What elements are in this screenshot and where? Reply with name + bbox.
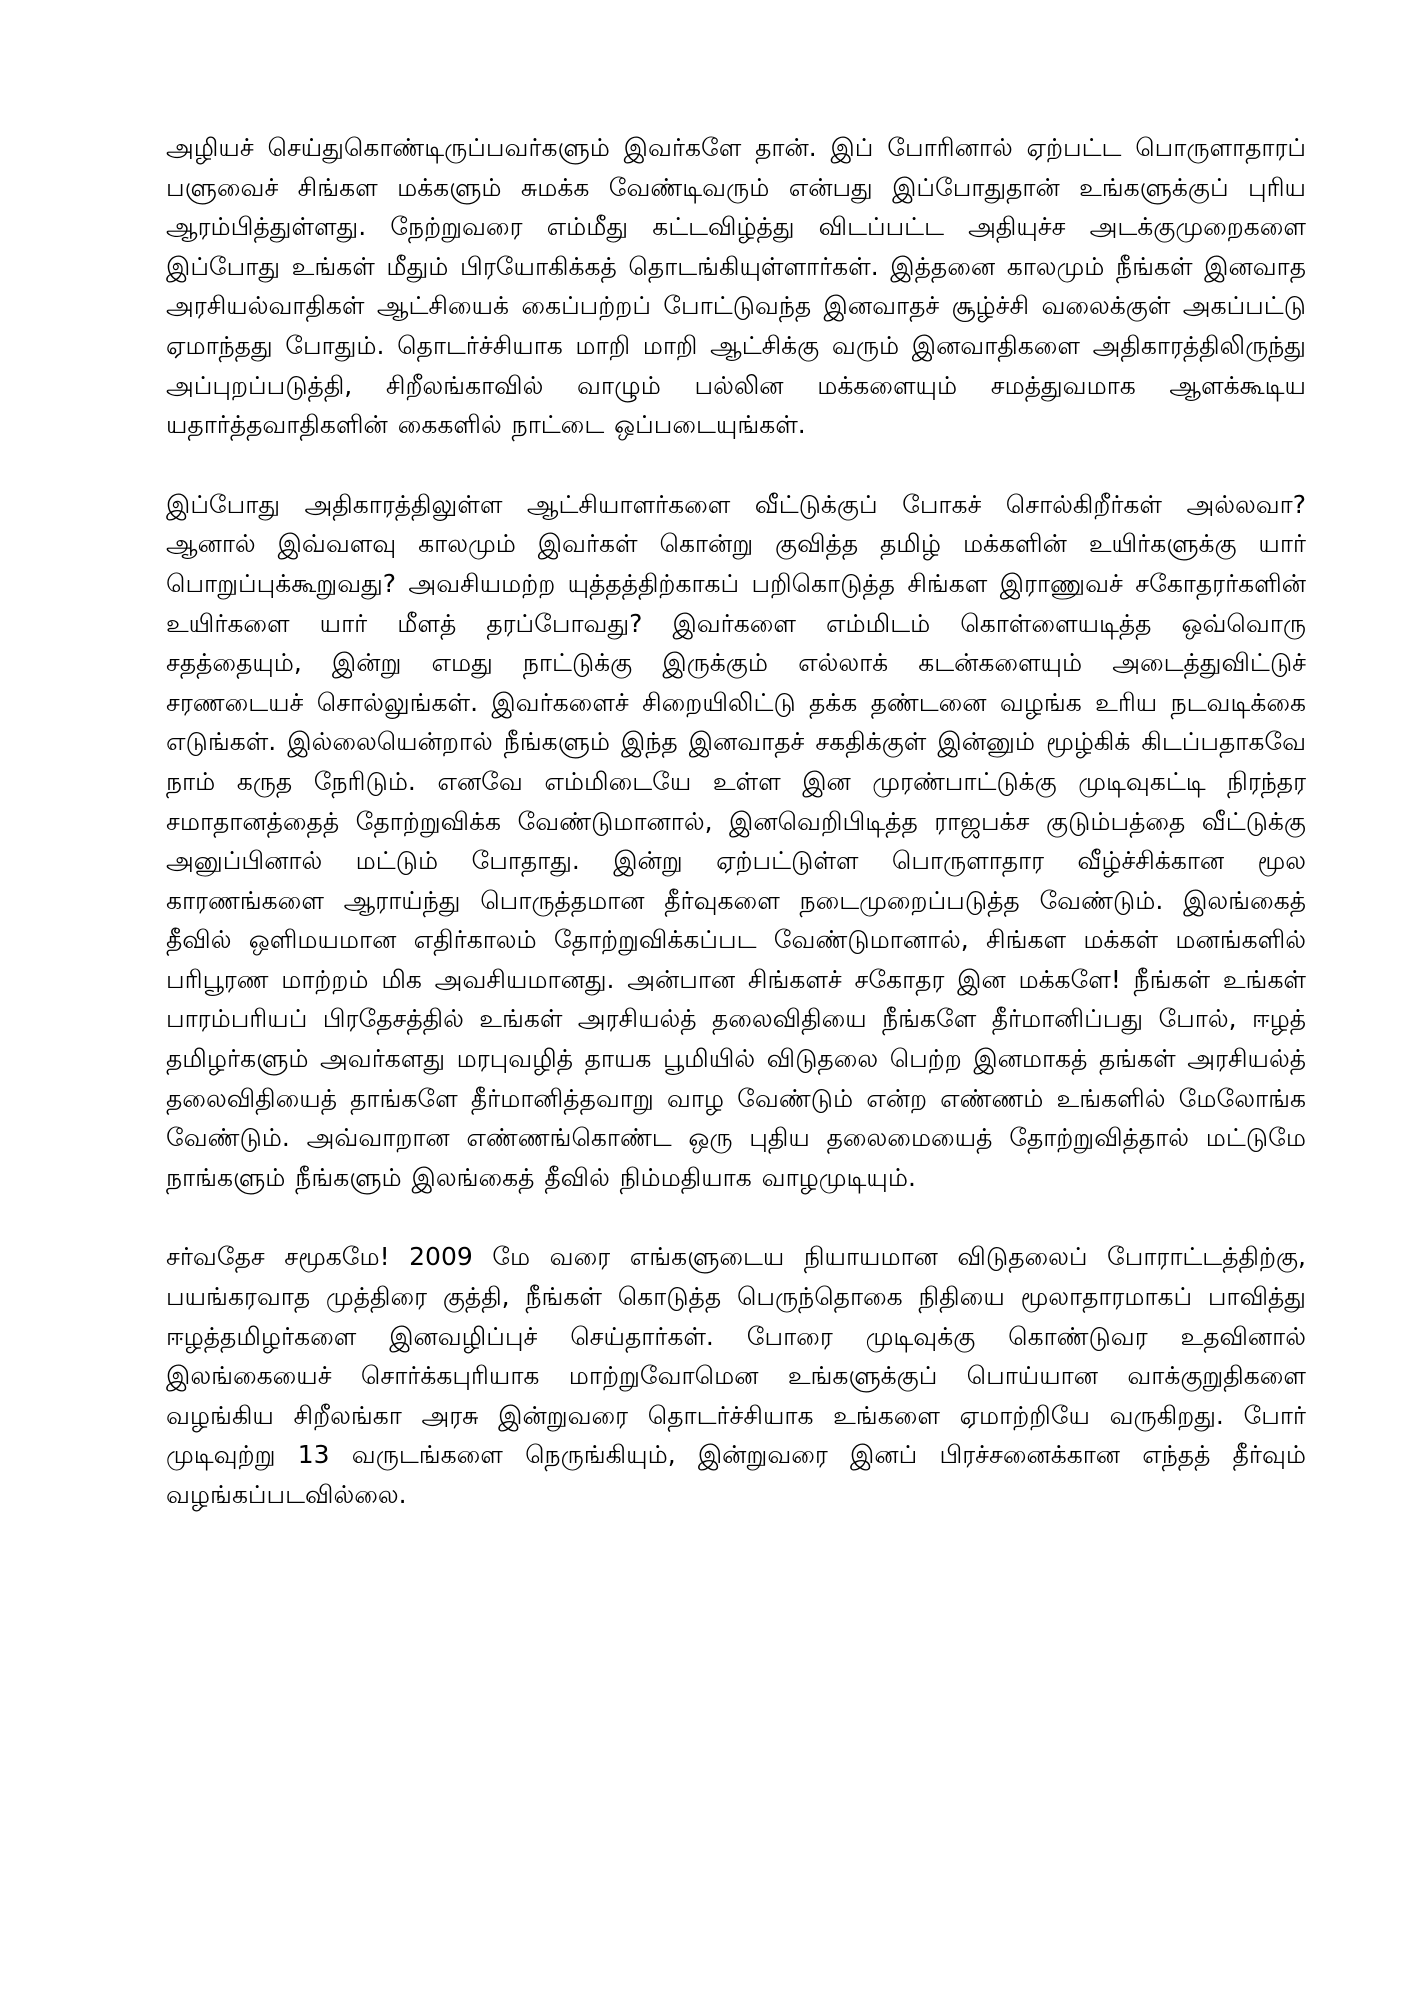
body-text (166, 128, 1306, 1515)
paragraph-2: இப்போது அதிகாரத்திலுள்ள ஆட்சியாளர்களை வீட்டுக்குப் போகச் சொல்கிறீர்கள் அல்லவா? ஆனால் இவ்வளவு காலமும் இவர்கள் கொன்று குவித்த தமிழ் மக்களின் உயிர்களுக்கு யார் பொறுப்புக்கூறுவது? அவசியமற்ற யுத்தத்திற்காகப் பறிகொடுத்த சிங்கள இராணுவச் சகோதரர்களின் உயிர்களை யார் மீளத் தரப்போவது? இவர்களை எம்மிடம் கொள்ளையடித்த ஒவ்வொரு சதத்தையும், இன்று எமது நாட்டுக்கு இருக்கும் எல்லாக் கடன்களையும் அடைத்துவிட்டுச் சரணடையச் சொல்லுங்கள். இவர்களைச் சிறையிலிட்டு தக்க தண்டனை வழங்க உரிய நடவடிக்கை எடுங்கள். இல்லையென்றால் நீங்களும் இந்த இனவாதச் சகதிக்குள் இன்னும் மூழ்கிக் கிடப்பதாகவே நாம் கருத நேரிடும். எனவே எம்மிடையே உள்ள இன முரண்பாட்டுக்கு முடிவுகட்டி நிரந்தர சமாதானத்தைத் தோற்றுவிக்க வேண்டுமானால், இனவெறிபிடித்த ராஜபக்ச குடும்பத்தை வீட்டுக்கு அனுப்பினால் மட்டும் போதாது. இன்று ஏற்பட்டுள்ள பொருளாதார வீழ்ச்சிக்கான மூல காரணங்களை ஆராய்ந்து பொருத்தமான தீர்வுகளை நடைமுறைப்படுத்த வேண்டும். இலங்கைத் தீவில் ஒளிமயமான எதிர்காலம் தோற்றுவிக்கப்பட வேண்டுமானால், சிங்கள மக்கள் மனங்களில் பரிபூரண மாற்றம் மிக அவசியமானது. அன்பான சிங்களச் சகோதர இன மக்களே! நீங்கள் உங்கள் பாரம்பரியப் பிரதேசத்தில் உங்கள் அரசியல்த் தலைவிதியை நீங்களே தீர்மானிப்பது போல், ஈழத் தமிழர்களும் அவர்களது மரபுவழித் தாயக பூமியில் விடுதலை பெற்ற இனமாகத் தங்கள் அரசியல்த் தலைவிதியைத் தாங்களே தீர்மானித்தவாறு வாழ வேண்டும் என்ற எண்ணம் உங்களில் மேலோங்க வேண்டும். அவ்வாறான எண்ணங்கொண்ட ஒரு புதிய தலைமையைத் தோற்றுவித்தால் மட்டுமே நாங்களும் நீங்களும் இலங்கைத் தீவில் நிம்மதியாக வாழமுடியும். (166, 489, 1306, 1192)
paragraph-3: சர்வதேச சமூகமே! 2009 மே வரை எங்களுடைய நியாயமான விடுதலைப் போராட்டத்திற்கு, பயங்கரவாத முத்திரை குத்தி, நீங்கள் கொடுத்த பெருந்தொகை நிதியை மூலாதாரமாகப் பாவித்து ஈழத்தமிழர்களை இனவழிப்புச் செய்தார்கள். போரை முடிவுக்கு கொண்டுவர உதவினால் இலங்கையைச் சொர்க்கபுரியாக மாற்றுவோமென உங்களுக்குப் பொய்யான வாக்குறுதிகளை வழங்கிய சிறீலங்கா அரசு இன்றுவரை தொடர்ச்சியாக உங்களை ஏமாற்றியே வருகிறது. போர் முடிவுற்று 13 வருடங்களை நெருங்கியும், இன்றுவரை இனப் பிரச்சனைக்கான எந்தத் தீர்வும் வழங்கப்படவில்லை. (166, 1242, 1306, 1509)
paragraph-1: அழியச் செய்துகொண்டிருப்பவர்களும் இவர்களே தான். இப் போரினால் ஏற்பட்ட பொருளாதாரப் பளுவைச் சிங்கள மக்களும் சுமக்க வேண்டிவரும் என்பது இப்போதுதான் உங்களுக்குப் புரிய ஆரம்பித்துள்ளது. நேற்றுவரை எம்மீது கட்டவிழ்த்து விடப்பட்ட அதியுச்ச அடக்குமுறைகளை இப்போது உங்கள் மீதும் பிரயோகிக்கத் தொடங்கியுள்ளார்கள். இத்தனை காலமும் நீங்கள் இனவாத அரசியல்வாதிகள் ஆட்சியைக் கைப்பற்றப் போட்டுவந்த இனவாதச் சூழ்ச்சி வலைக்குள் அகப்பட்டு ஏமாந்தது போதும். தொடர்ச்சியாக மாறி மாறி ஆட்சிக்கு வரும் இனவாதிகளை அதிகாரத்திலிருந்து அப்புறப்படுத்தி, சிறீலங்காவில் வாழும் பல்லின மக்களையும் சமத்துவமாக ஆளக்கூடிய யதார்த்தவாதிகளின் கைகளில் நாட்டை ஒப்படையுங்கள். (166, 133, 1306, 440)
